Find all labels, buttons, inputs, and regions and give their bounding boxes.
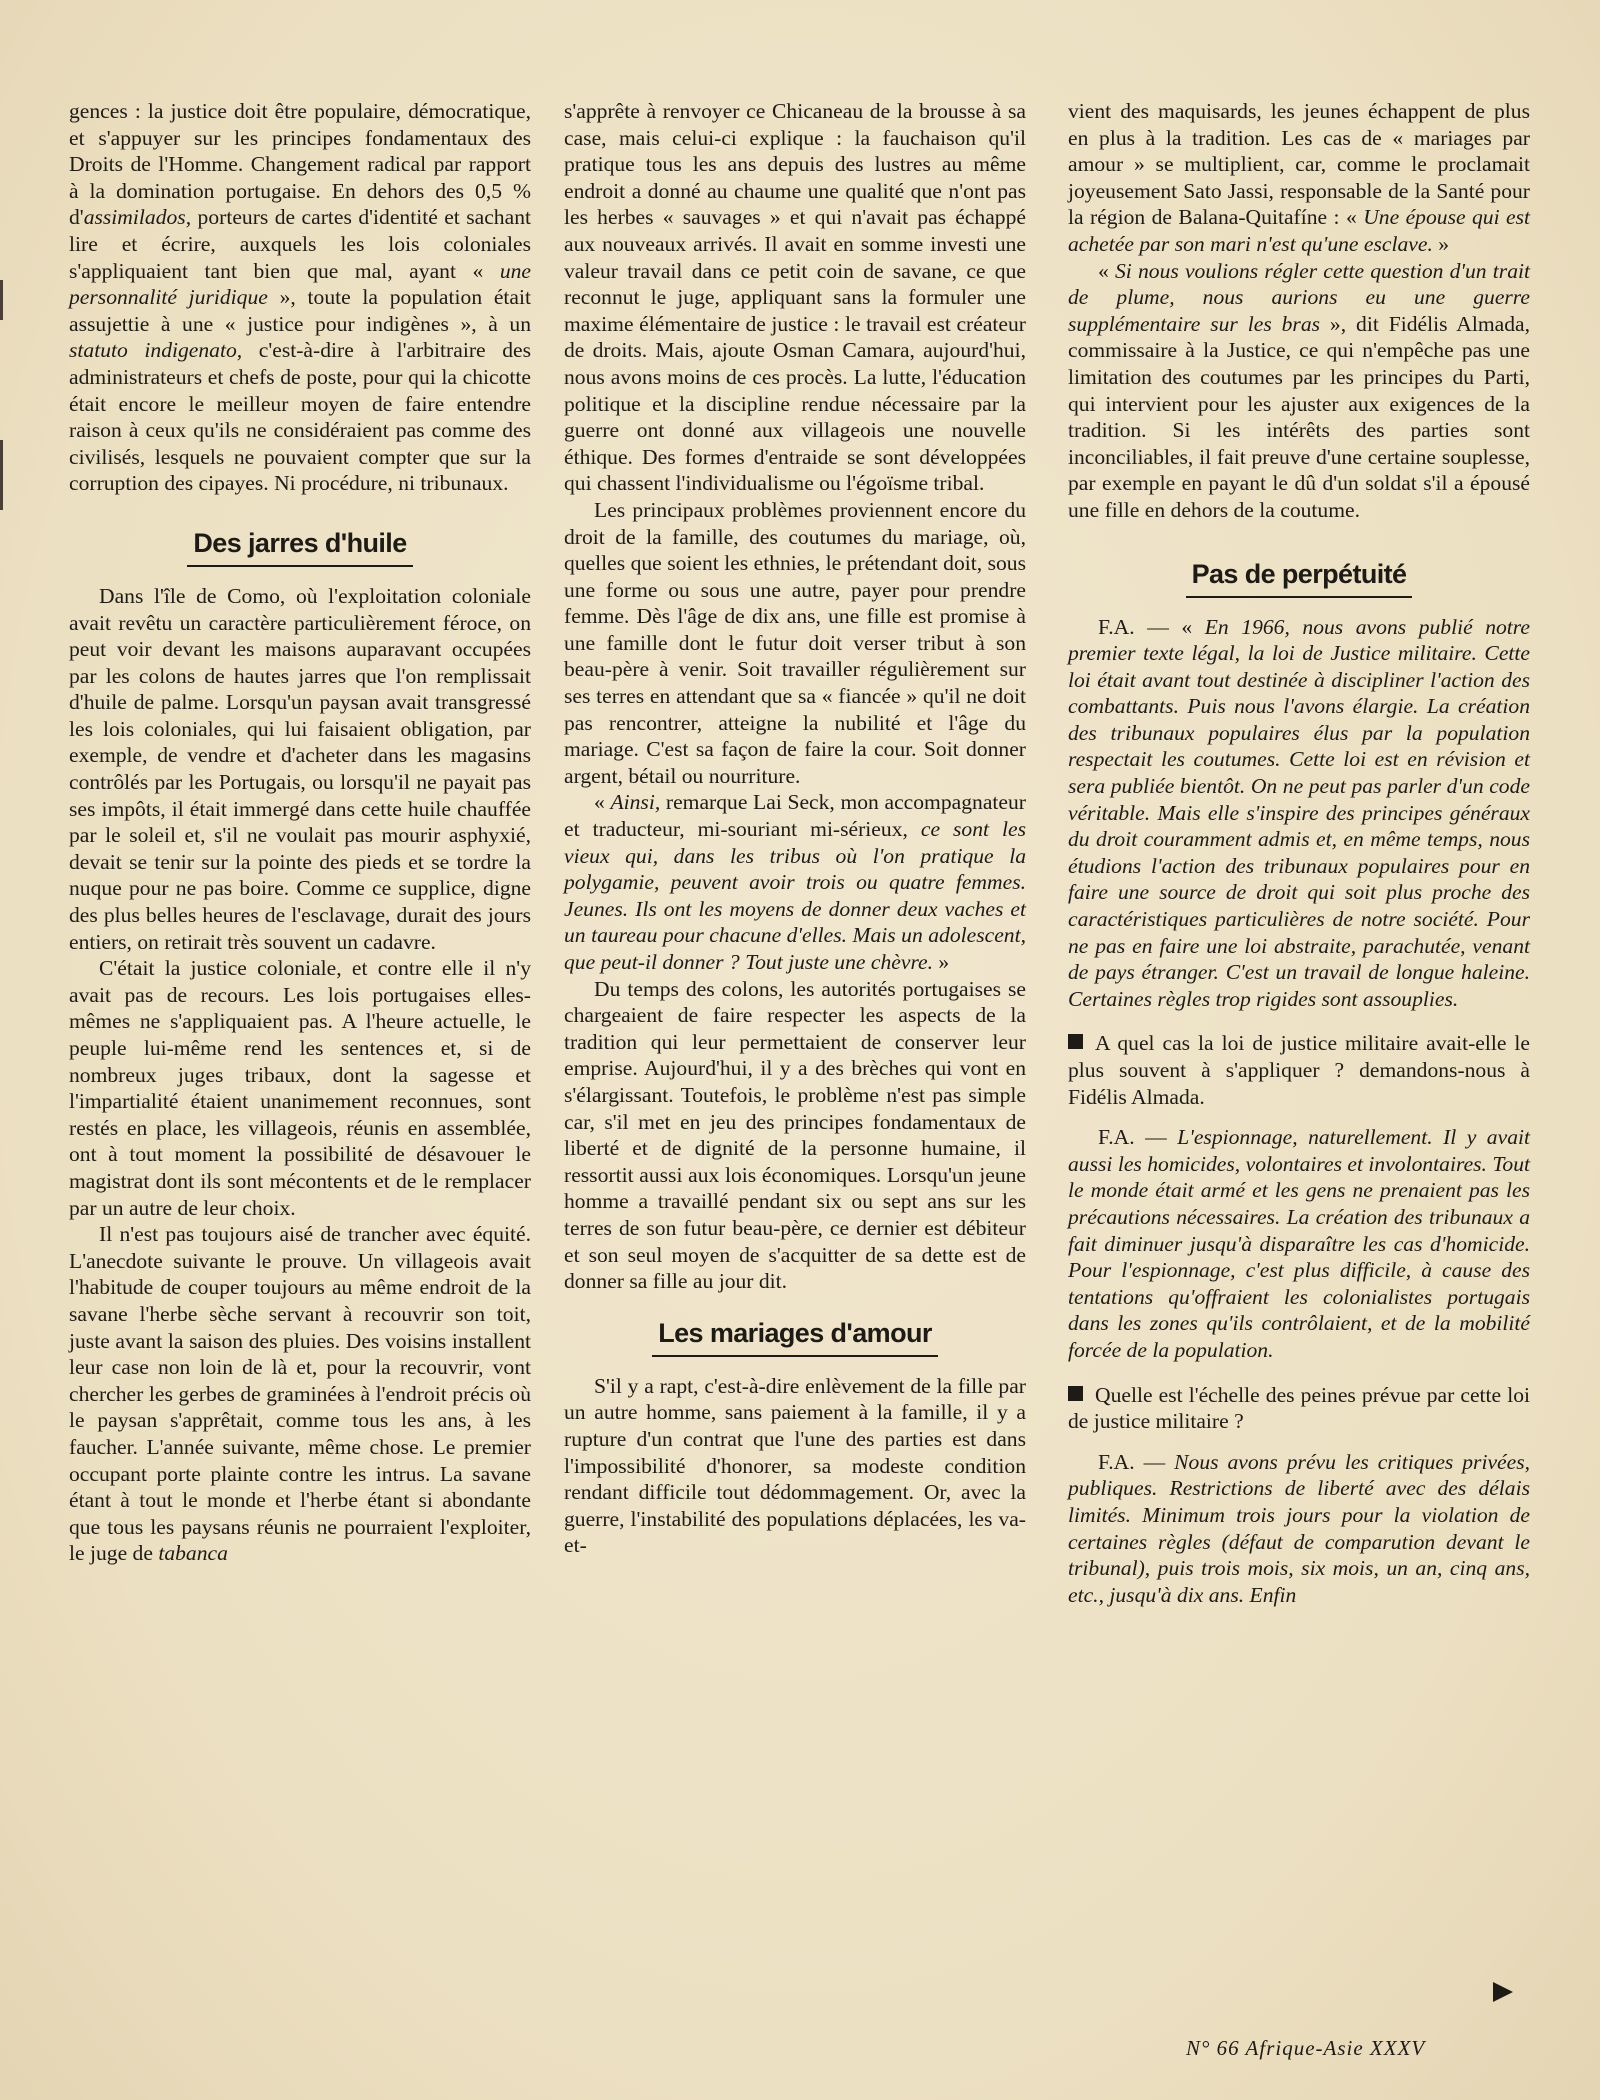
interview-answer	[1068, 1449, 1530, 1609]
paragraph	[1068, 98, 1530, 258]
text-run: »	[933, 950, 950, 974]
square-bullet-icon	[1068, 1034, 1083, 1049]
section-heading-wrapper	[69, 527, 531, 567]
text-run: F.A. —	[1098, 1449, 1175, 1474]
section-heading-wrapper	[1068, 558, 1530, 598]
paragraph: Du temps des colons, les autorités portugaises se chargeaient de faire respecter les aspects de la tradition qui leur permettaient de conserver leur emprise. Aujourd'hui, il y a des brèches qui vont en s'élargissant. Toutefois, le problème n'est pas simple car, s'il met en jeu des principes fondamentaux de liberté et de dignité de la personne humaine, il ressortit aussi aux lois économiques. Lorsqu'un jeune homme a travaillé pendant six ou sept ans sur les terres de son futur beau-père, ce dernier est débiteur et son seul moyen de s'acquitter de sa dette est de donner sa fille au jour dit.	[564, 976, 1026, 1294]
text-run: », toute la population était assujettie à une « justice pour indigènes », à un	[69, 285, 532, 336]
text-run: gences : la justice doit être populaire, démocratique, et s'appuyer sur les principes fondamentaux des Droits de l'Homme. Changement radical par rapport à la domination portugaise. En dehors des 0,5 % d'	[69, 99, 531, 230]
italic-text: L'espionnage, naturellement. Il y avait aussi les homicides, volontaires et involontaires. Tout le monde était armé et les gens ne prenaient pas les précautions nécessaires. La création des tribunaux a fait diminuer jusqu'à disparaître les cas d'homicide. Pour l'espionnage, c'est plus difficile, à cause des tentations qu'offraient les colonialistes portugais dans les zones qu'ils contrôlaient, et de la mobilité forcée de la population.	[1068, 1125, 1530, 1362]
column-1	[69, 98, 531, 1567]
italic-text: statuto indigenato,	[69, 338, 243, 363]
right-triangle-icon	[1493, 1982, 1513, 2002]
square-bullet-icon	[1068, 1386, 1083, 1401]
italic-text: Une épouse qui est achetée par son mari n'est qu'une esclave.	[1068, 205, 1530, 256]
paragraph	[1068, 258, 1530, 524]
section-heading: Des jarres d'huile	[193, 527, 407, 558]
text-run: F.A. — «	[1098, 614, 1205, 639]
paragraph	[69, 1221, 531, 1567]
section-heading-wrapper	[564, 1317, 1026, 1357]
interview-answer	[1068, 614, 1530, 1013]
paragraph	[564, 789, 1026, 975]
text-run: Il n'est pas toujours aisé de trancher avec équité. L'anecdote suivante le prouve. Un villageois avait l'habitude de couper toujours au même endroit de la savane l'herbe sèche servant à recouvrir son toit, juste avant la saison des pluies. Des voisins installent leur case non loin de là et, pour la recouvrir, vont chercher les gerbes de graminées à l'endroit précis où le paysan s'apprêtait, comme tous les ans, à les faucher. L'année suivante, même chose. Le premier occupant porte plainte contre les intrus. La savane étant à tout le monde et l'herbe étant si abondante que tous les paysans réunis ne pourraient l'exploiter, le juge de	[69, 1222, 531, 1566]
interview-answer	[1068, 1124, 1530, 1363]
italic-text: assimilados,	[83, 205, 192, 230]
text-run: », dit Fidélis Almada, commissaire à la Justice, ce qui n'empêche pas une limitation des coutumes par les principes du Parti, qui intervient pour les ajuster aux exigences de la tradition. Si les intérêts des parties sont inconciliables, il fait preuve d'une certaine souplesse, par exemple en payant le dû d'un soldat s'il a épousé une fille en dehors de la coutume.	[1068, 311, 1530, 522]
text-run: «	[594, 790, 611, 815]
paragraph: Les principaux problèmes proviennent encore du droit de la famille, des coutumes du mariage, où, quelles que soient les ethnies, le prétendant doit, sous une forme ou sous une autre, payer pour prendre femme. Dès l'âge de dix ans, une fille est promise à une famille dont le futur doit verser tribut à son beau-père à venir. Soit travailler régulièrement sur ses terres en attendant que sa « fiancée » qu'il ne doit pas rencontrer, atteigne la nubilité et l'âge du mariage. C'est sa façon de faire la cour. Soit donner argent, bétail ou nourriture.	[564, 497, 1026, 788]
text-run: Quelle est l'échelle des peines prévue par cette loi de justice militaire ?	[1068, 1382, 1530, 1434]
italic-text: tabanca	[158, 1541, 228, 1566]
paragraph: S'il y a rapt, c'est-à-dire enlèvement de la fille par un autre homme, sans paiement à la famille, il y a rupture d'un contrat que l'une des parties est dans l'impossibilité d'honorer, sa modeste condition rendant difficile tout dédommagement. Or, avec la guerre, l'instabilité des populations déplacées, les va-et-	[564, 1373, 1026, 1558]
italic-text: Ainsi,	[610, 790, 661, 815]
text-run: A quel cas la loi de justice militaire avait-elle le plus souvent à s'appliquer ? demandons-nous à Fidélis Almada.	[1068, 1031, 1530, 1109]
text-run: F.A. —	[1098, 1125, 1178, 1150]
paragraph: s'apprête à renvoyer ce Chicaneau de la brousse à sa case, mais celui-ci explique : la fauchaison qu'il pratique tous les ans depuis des lustres au même endroit a donné au chaume une qualité que n'ont pas les herbes « sauvages » et qui n'avait pas échappé aux nouveaux arrivés. Il avait en somme investi une valeur travail dans ce petit coin de savane, ce que reconnut le juge, appliquant sans la formuler une maxime élémentaire de justice : le travail est créateur de droits. Mais, ajoute Osman Camara, aujourd'hui, nous avons moins de ces procès. La lutte, l'éducation politique et la discipline rendue nécessaire par la guerre ont donné aux villageois une nouvelle éthique. Des formes d'entraide se sont développées qui chassent l'individualisme ou l'égoïsme tribal.	[564, 99, 1026, 496]
section-heading: Les mariages d'amour	[658, 1317, 932, 1348]
italic-text: En 1966, nous avons publié notre premier texte légal, la loi de Justice militaire. Cette loi était avant tout destinée à discipliner l'action des combattants. Puis nous l'avons élargie. La création des tribunaux populaires élus par la population respectait les coutumes. Cette loi est en révision et sera publiée bientôt. On ne peut pas parler d'un code véritable. Mais elle s'inspire des principes généraux du droit couramment admis et, en même temps, nous étudions l'action des tribunaux populaires pour en faire une source de droit qui soit plus proche des caractéristiques particulières de notre société. Pour ne pas en faire une loi abstraite, parachutée, venant de pays étranger. C'est un travail de longue haleine. Certaines règles trop rigides sont assouplies.	[1068, 614, 1530, 1011]
interview-question	[1068, 1382, 1530, 1435]
italic-text: Nous avons prévu les critiques privées, publiques. Restrictions de liberté avec des délais limités. Minimum trois jours pour la violation de certaines règles (défaut de comparution devant le tribunal), puis trois mois, six mois, un an, cinq ans, etc., jusqu'à dix ans. Enfin	[1068, 1449, 1531, 1607]
text-run: »	[1432, 231, 1450, 256]
section-heading: Pas de perpétuité	[1191, 558, 1407, 589]
text-run: «	[1098, 258, 1115, 283]
text-run: porteurs de cartes d'identité et sachant lire et écrire, auxquels les lois coloniales s'appliquaient tant bien que mal, ayant «	[69, 205, 531, 283]
italic-text: Si nous voulions régler cette question d'un trait de plume, nous aurions eu une guerre supplémentaire sur les bras	[1068, 258, 1530, 336]
column-3	[1068, 98, 1530, 1608]
interview-question	[1068, 1030, 1530, 1110]
paragraph	[69, 98, 531, 497]
text-run: c'est-à-dire à l'arbitraire des administrateurs et chefs de poste, pour qui la chicotte était encore le meilleur moyen de faire entendre raison à ceux qu'ils ne considéraient pas comme des civilisés, lesquels ne pouvaient compter que sur la corruption des cipayes. Ni procédure, ni tribunaux.	[69, 338, 531, 496]
text-run: remarque Lai Seck, mon accompagnateur et traducteur, mi-souriant mi-sérieux,	[564, 790, 1026, 842]
paragraph: Dans l'île de Como, où l'exploitation coloniale avait revêtu un caractère particulièrement féroce, on peut voir devant les maisons auparavant occupées par les colons de hautes jarres que l'on remplissait d'huile de palme. Lorsqu'un paysan avait transgressé les lois coloniales, qui lui faisaient obligation, par exemple, de vendre et d'acheter dans les magasins contrôlés par les Portugais, ou lorsqu'il ne payait pas ses impôts, il était immergé dans cette huile chauffée par le soleil et, s'il ne voulait pas mourir asphyxié, devait se tenir sur la pointe des pieds et se tordre la nuque pour ne pas boire. Comme ce supplice, digne des plus belles heures de l'esclavage, durait des jours entiers, on retirait très souvent un cadavre.	[69, 583, 531, 954]
paragraph: C'était la justice coloniale, et contre elle il n'y avait pas de recours. Les lois portugaises elles-mêmes ne s'appliquaient pas. A l'heure actuelle, le peuple lui-même rend les sentences et, si de nombreux juges tribaux, dont la sagesse et l'impartialité étaient unanimement reconnues, sont restés en place, les villageois, réunis en assemblée, ont à tout moment la possibilité de désavouer le magistrat dont ils sont mécontents et de le remplacer par un autre de leur choix.	[69, 956, 531, 1220]
page-footer: N° 66 Afrique-Asie XXXV	[1186, 2036, 1426, 2060]
italic-text: ce sont les vieux qui, dans les tribus où l'on pratique la polygamie, peuvent avoir trois ou quatre femmes. Jeunes. Ils ont les moyens de donner deux vaches et un taureau pour chacune d'elles. Mais un adolescent, que peut-il donner ? Tout juste une chèvre.	[564, 817, 1026, 974]
text-run: vient des maquisards, les jeunes échappent de plus en plus à la tradition. Les cas de « mariages par amour » se multiplient, car, comme le proclamait joyeusement Sato Jassi, responsable de la Santé pour la région de Balana-Quitafíne : «	[1068, 99, 1530, 230]
italic-text: une personnalité juridique	[69, 258, 531, 310]
column-2	[564, 98, 1026, 1559]
